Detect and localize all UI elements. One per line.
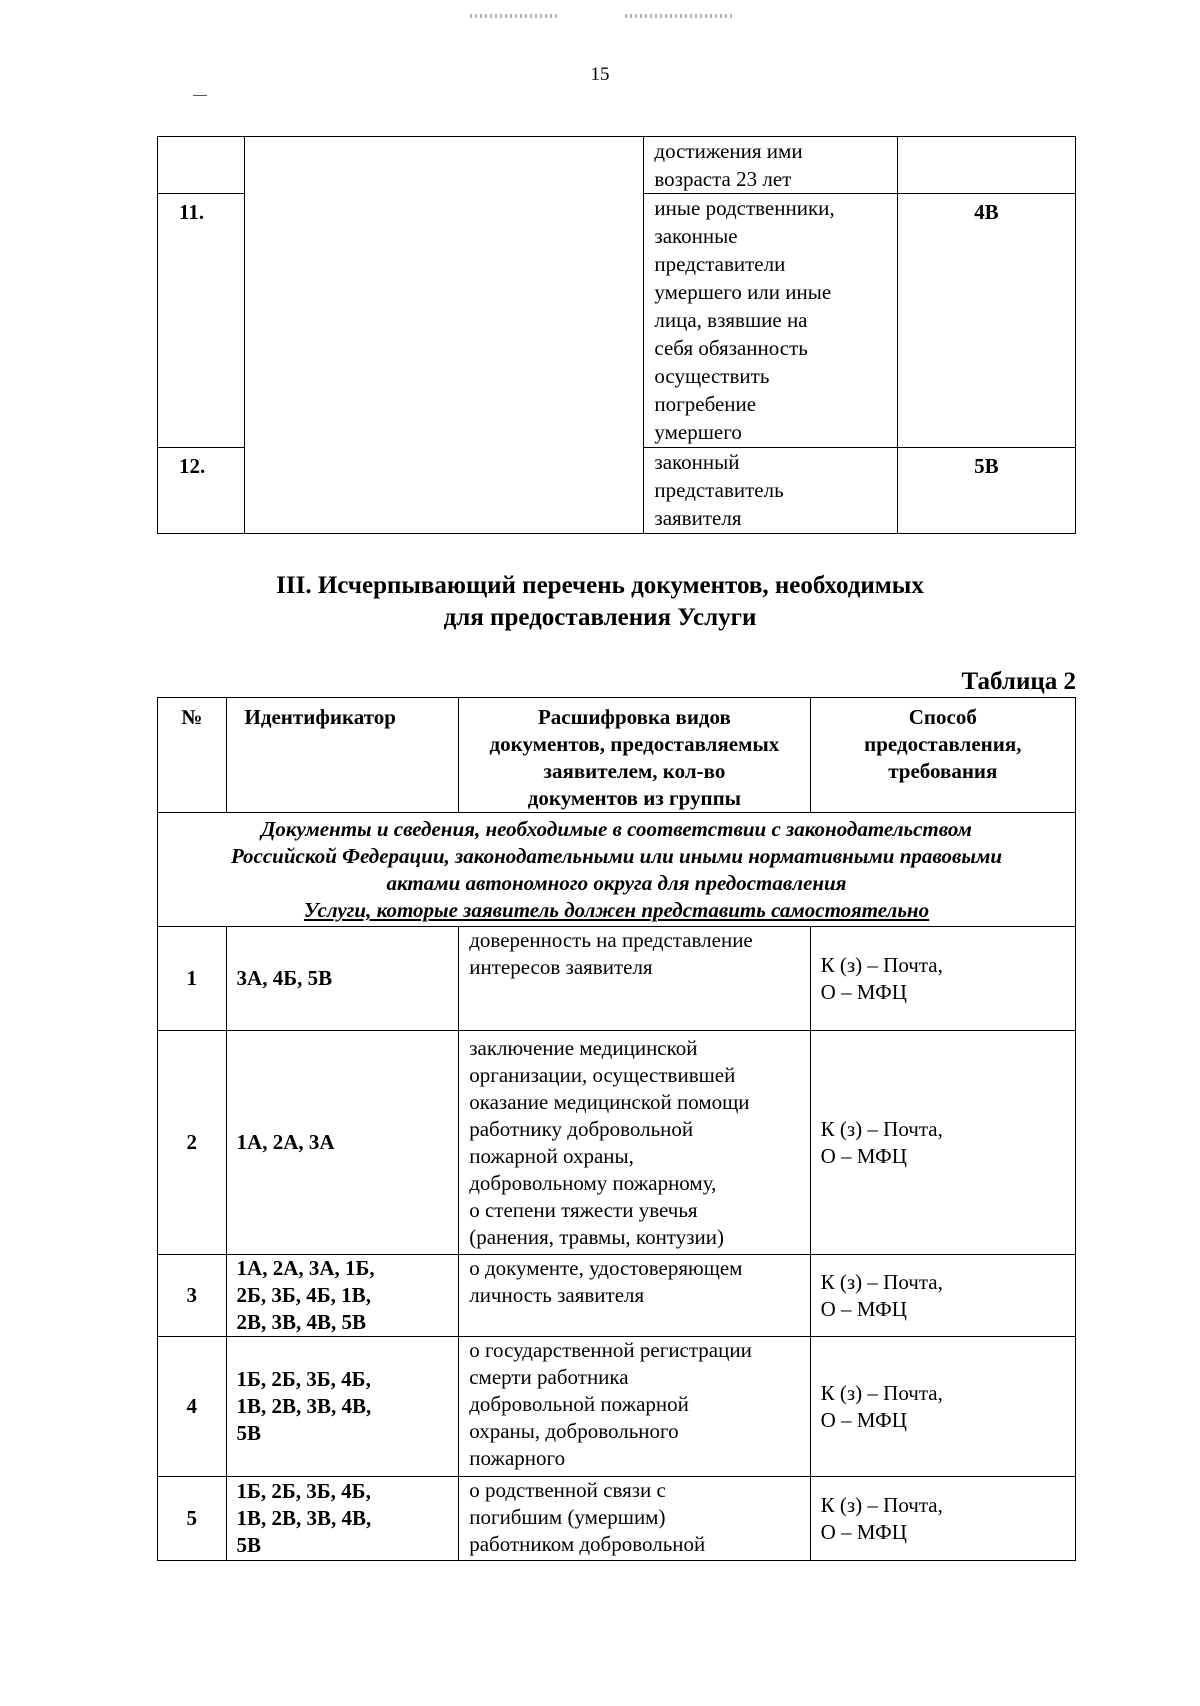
page-number: 15 — [590, 64, 610, 85]
table-row — [158, 1031, 1076, 1255]
table-caption: Таблица 2 — [961, 668, 1076, 695]
row-number: 11. — [158, 194, 245, 448]
applicant-code — [897, 137, 1075, 194]
applicant-description: законный представитель заявителя — [644, 448, 897, 534]
row-description: о родственной связи с погибшим (умершим) работником добровольной — [459, 1477, 810, 1561]
row-identifier: 1А, 2А, 3А — [226, 1031, 459, 1255]
table-row — [158, 1477, 1076, 1561]
row-method: К (з) – Почта, О – МФЦ — [810, 1337, 1075, 1477]
row-identifier: 1А, 2А, 3А, 1Б, 2Б, 3Б, 4Б, 1В, 2В, 3В, 4В, 5В — [226, 1255, 459, 1337]
group-heading: Документы и сведения, необходимые в соответствии с законодательством Российской Федерации, законодательными или иными нормативными правовыми актами автономного округа для предоставления Услуги, которые заявитель должен представить самостоятельно — [158, 813, 1076, 927]
section-title: III. Исчерпывающий перечень документов, необходимых для предоставления Услуги — [276, 572, 924, 631]
row-description: заключение медицинской организации, осуществившей оказание медицинской помощи работнику добровольной пожарной охраны, добровольному пожарному, о степени тяжести увечья (ранения, травмы, контузии) — [459, 1031, 810, 1255]
group-heading-row — [158, 813, 1076, 927]
applicant-description: достижения ими возраста 23 лет — [644, 137, 897, 194]
row-number: 5 — [158, 1477, 227, 1561]
header-number: № — [158, 698, 227, 813]
applicant-code: 4В — [897, 194, 1075, 448]
table-header-row — [158, 698, 1076, 813]
row-method: К (з) – Почта, О – МФЦ — [810, 927, 1075, 1031]
row-method: К (з) – Почта, О – МФЦ — [810, 1031, 1075, 1255]
row-number — [158, 137, 245, 194]
row-method: К (з) – Почта, О – МФЦ — [810, 1255, 1075, 1337]
row-number: 4 — [158, 1337, 227, 1477]
merged-empty-cell — [244, 137, 643, 534]
table-row — [158, 1337, 1076, 1477]
row-number: 1 — [158, 927, 227, 1031]
row-method: К (з) – Почта, О – МФЦ — [810, 1477, 1075, 1561]
row-number: 2 — [158, 1031, 227, 1255]
header-identifier: Идентификатор — [226, 698, 459, 813]
row-number: 3 — [158, 1255, 227, 1337]
table-row — [158, 927, 1076, 1031]
row-description: о государственной регистрации смерти работника добровольной пожарной охраны, добровольного пожарного — [459, 1337, 810, 1477]
scan-speckle-right — [625, 14, 735, 18]
header-method: Способ предоставления, требования — [810, 698, 1075, 813]
row-identifier: 3А, 4Б, 5В — [226, 927, 459, 1031]
table-row — [158, 1255, 1076, 1337]
row-identifier: 1Б, 2Б, 3Б, 4Б, 1В, 2В, 3В, 4В, 5В — [226, 1337, 459, 1477]
row-identifier: 1Б, 2Б, 3Б, 4Б, 1В, 2В, 3В, 4В, 5В — [226, 1477, 459, 1561]
table-row — [158, 137, 1076, 194]
scan-speckle-left — [470, 14, 560, 18]
applicant-code: 5В — [897, 448, 1075, 534]
continuation-table — [157, 136, 1076, 534]
scan-dash — [193, 95, 207, 96]
row-description: доверенность на представление интересов заявителя — [459, 927, 810, 1031]
row-description: о документе, удостоверяющем личность заявителя — [459, 1255, 810, 1337]
row-number: 12. — [158, 448, 245, 534]
documents-table — [157, 697, 1076, 1561]
applicant-description: иные родственники, законные представители умершего или иные лица, взявшие на себя обязанность осуществить погребение умершего — [644, 194, 897, 448]
header-description: Расшифровка видов документов, предоставляемых заявителем, кол-во документов из группы — [459, 698, 810, 813]
